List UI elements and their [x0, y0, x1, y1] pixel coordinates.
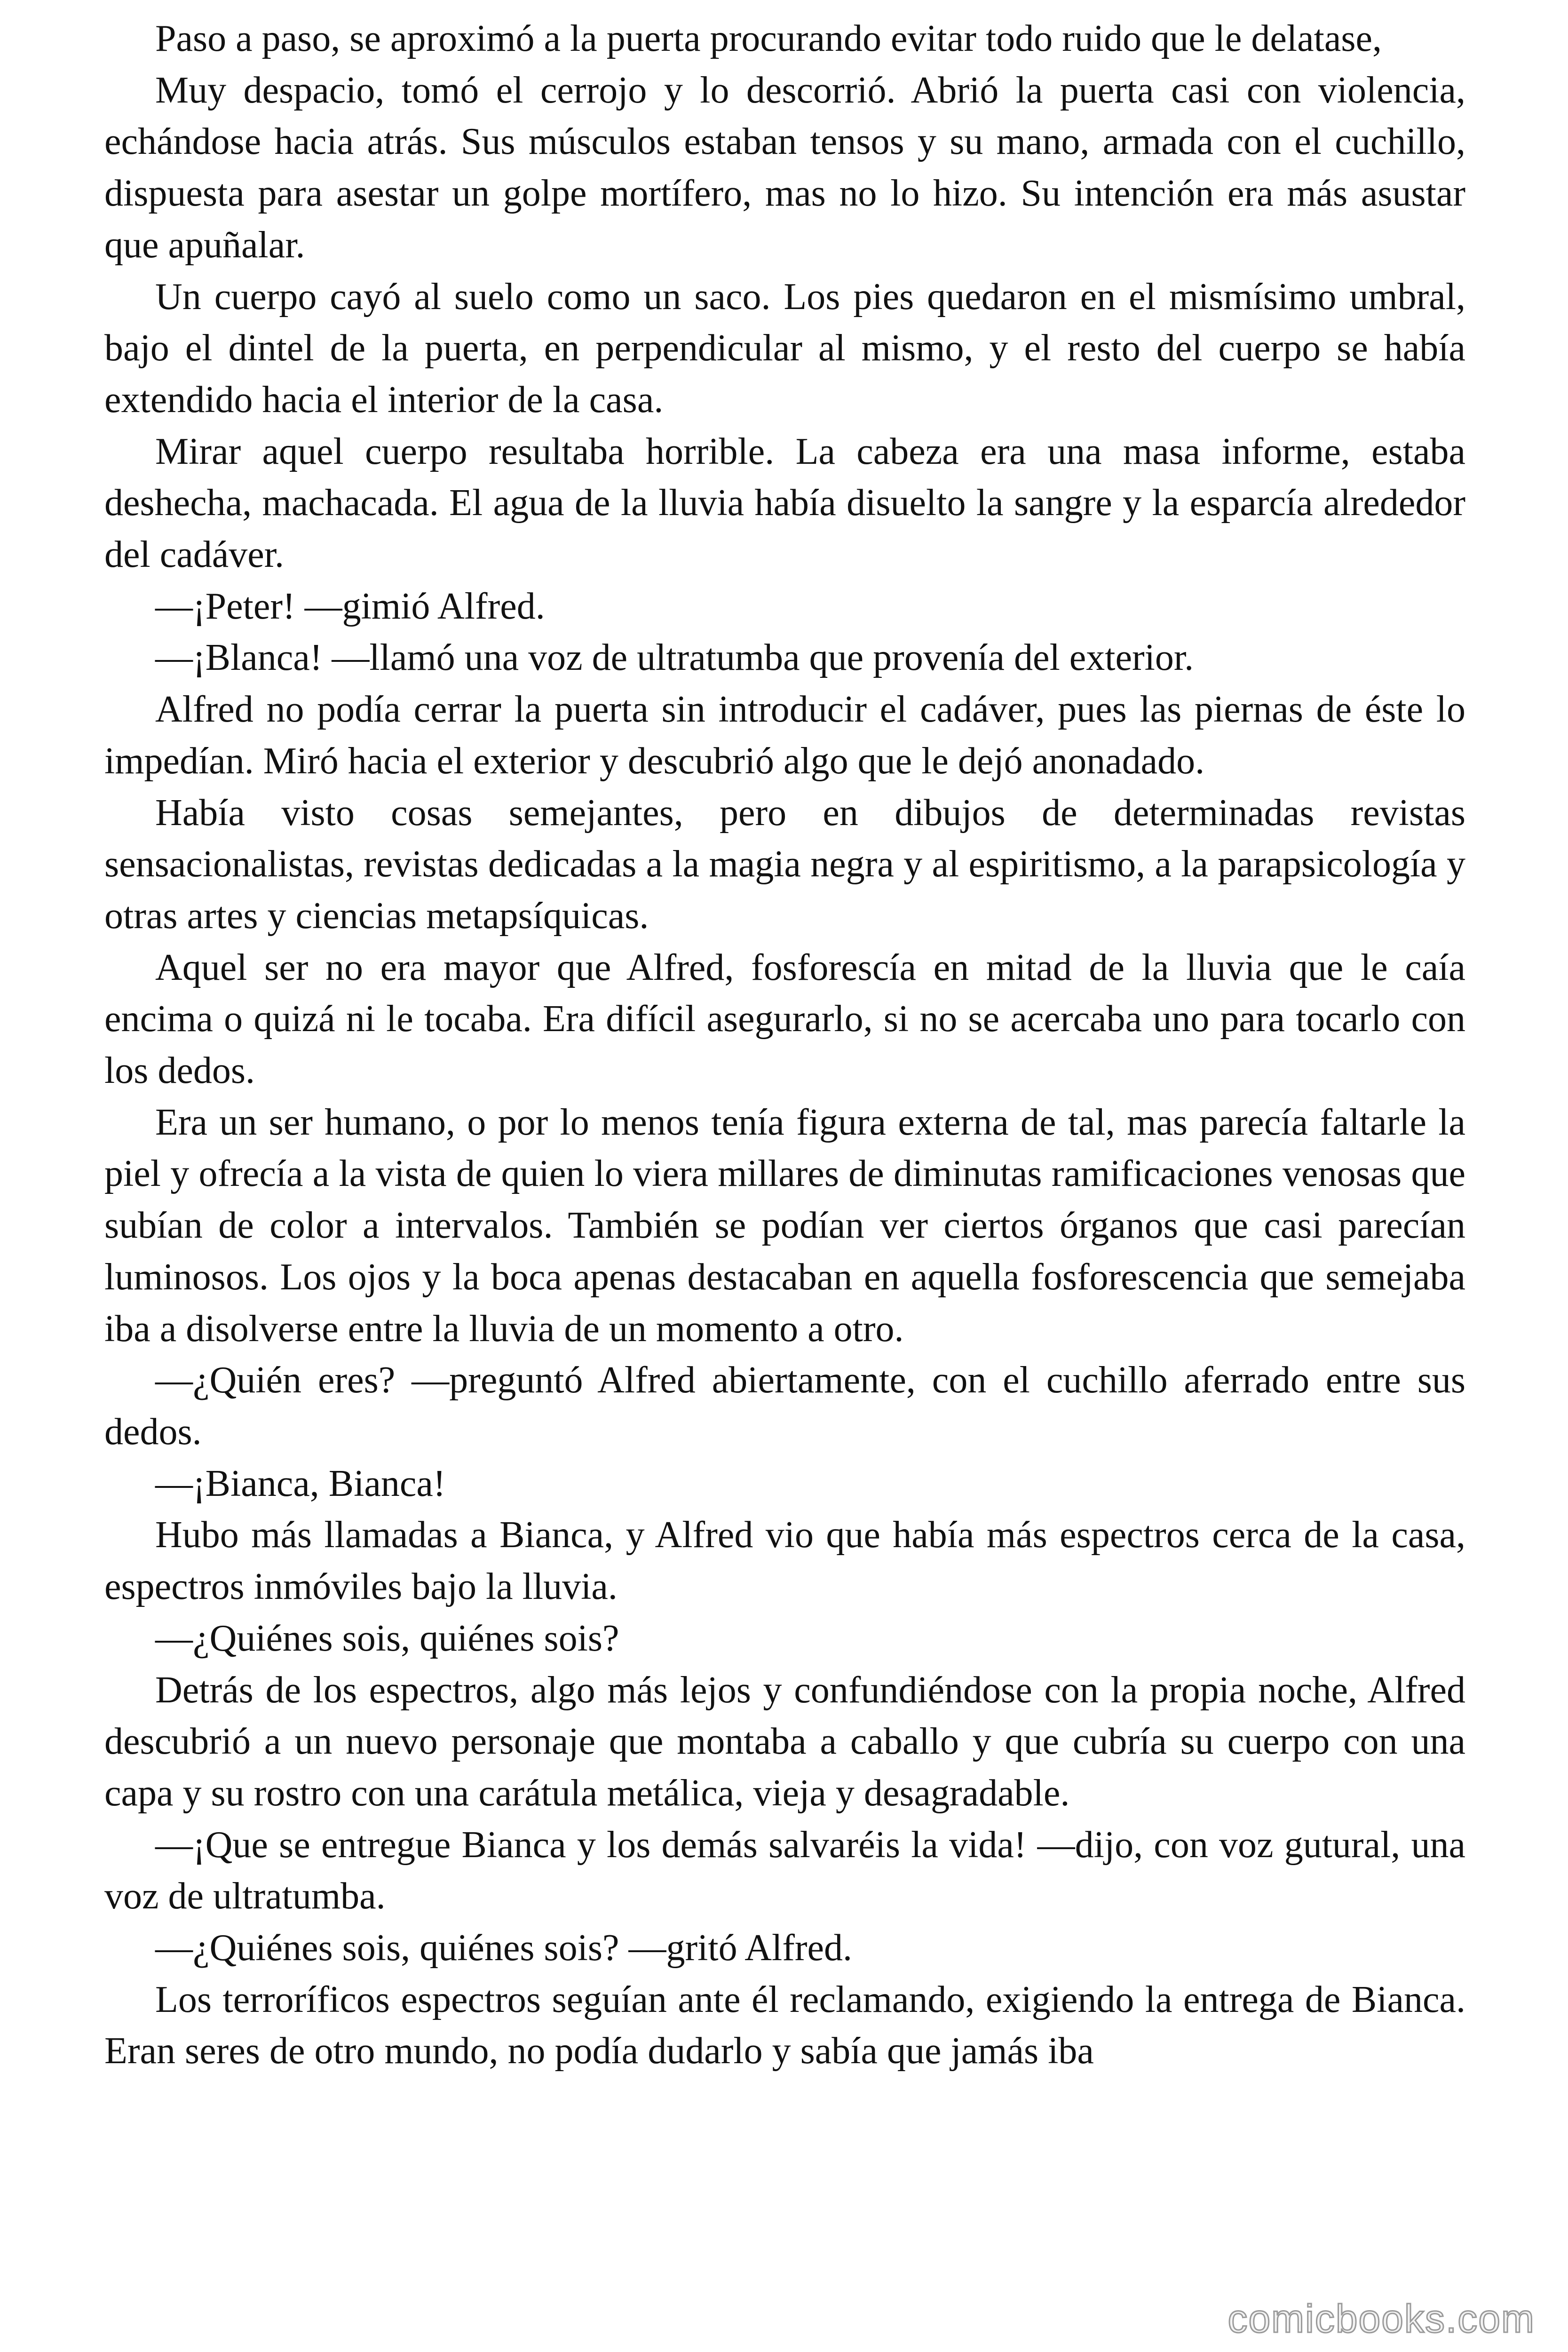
- watermark-logo: comicbooks.com: [1227, 2296, 1535, 2341]
- paragraph: Alfred no podía cerrar la puerta sin introducir el cadáver, pues las piernas de éste lo impedían. Miró hacia el exterior y descubrió algo que le dejó anonadado.: [104, 689, 1465, 782]
- paragraph: Los terroríficos espectros seguían ante él reclamando, exigiendo la entrega de Bianca. Eran seres de otro mundo, no podía dudarlo y sabía que jamás iba: [104, 1979, 1465, 2072]
- dialogue-line: —¡Que se entregue Bianca y los demás salvaréis la vida! —dijo, con voz gutural, una voz de ultratumba.: [104, 1824, 1465, 1917]
- paragraph: Hubo más llamadas a Bianca, y Alfred vio que había más espectros cerca de la casa, espectros inmóviles bajo la lluvia.: [104, 1514, 1465, 1608]
- paragraph: Detrás de los espectros, algo más lejos y confundiéndose con la propia noche, Alfred descubrió a un nuevo personaje que montaba a caballo y que cubría su cuerpo con una capa y su rostro con una carátula metálica, vieja y desagradable.: [104, 1669, 1465, 1814]
- book-page-text: [104, 13, 1465, 2077]
- dialogue-line: —¿Quiénes sois, quiénes sois?: [155, 1617, 619, 1659]
- dialogue-line: —¡Blanca! —llamó una voz de ultratumba que provenía del exterior.: [155, 637, 1194, 679]
- paragraph: Mirar aquel cuerpo resultaba horrible. La cabeza era una masa informe, estaba deshecha, machacada. El agua de la lluvia había disuelto la sangre y la esparcía alrededor del cadáver.: [104, 430, 1465, 576]
- dialogue-line: —¿Quién eres? —preguntó Alfred abiertamente, con el cuchillo aferrado entre sus dedos.: [104, 1359, 1465, 1453]
- paragraph: Aquel ser no era mayor que Alfred, fosforescía en mitad de la lluvia que le caía encima o quizá ni le tocaba. Era difícil asegurarlo, si no se acercaba uno para tocarlo con los dedos.: [104, 946, 1465, 1092]
- paragraph: Había visto cosas semejantes, pero en dibujos de determinadas revistas sensacionalistas, revistas dedicadas a la magia negra y al espiritismo, a la parapsicología y otras artes y ciencias metapsíquicas.: [104, 792, 1465, 937]
- paragraph: Era un ser humano, o por lo menos tenía figura externa de tal, mas parecía faltarle la piel y ofrecía a la vista de quien lo viera millares de diminutas ramificaciones venosas que subían de color a intervalos. También se podían ver ciertos órganos que casi parecían luminosos. Los ojos y la boca apenas destacaban en aquella fosforescencia que semejaba iba a disolverse entre la lluvia de un momento a otro.: [104, 1101, 1465, 1350]
- paragraph: Paso a paso, se aproximó a la puerta procurando evitar todo ruido que le delatase,: [155, 18, 1382, 59]
- paragraph: Un cuerpo cayó al suelo como un saco. Los pies quedaron en el mismísimo umbral, bajo el dintel de la puerta, en perpendicular al mismo, y el resto del cuerpo se había extendido hacia el interior de la casa.: [104, 276, 1465, 421]
- paragraph: Muy despacio, tomó el cerrojo y lo descorrió. Abrió la puerta casi con violencia, echándose hacia atrás. Sus músculos estaban tensos y su mano, armada con el cuchillo, dispuesta para asestar un golpe mortífero, mas no lo hizo. Su intención era más asustar que apuñalar.: [104, 69, 1465, 266]
- dialogue-line: —¿Quiénes sois, quiénes sois? —gritó Alfred.: [155, 1927, 852, 1969]
- dialogue-line: —¡Peter! —gimió Alfred.: [155, 585, 545, 627]
- dialogue-line: —¡Bianca, Bianca!: [155, 1462, 446, 1504]
